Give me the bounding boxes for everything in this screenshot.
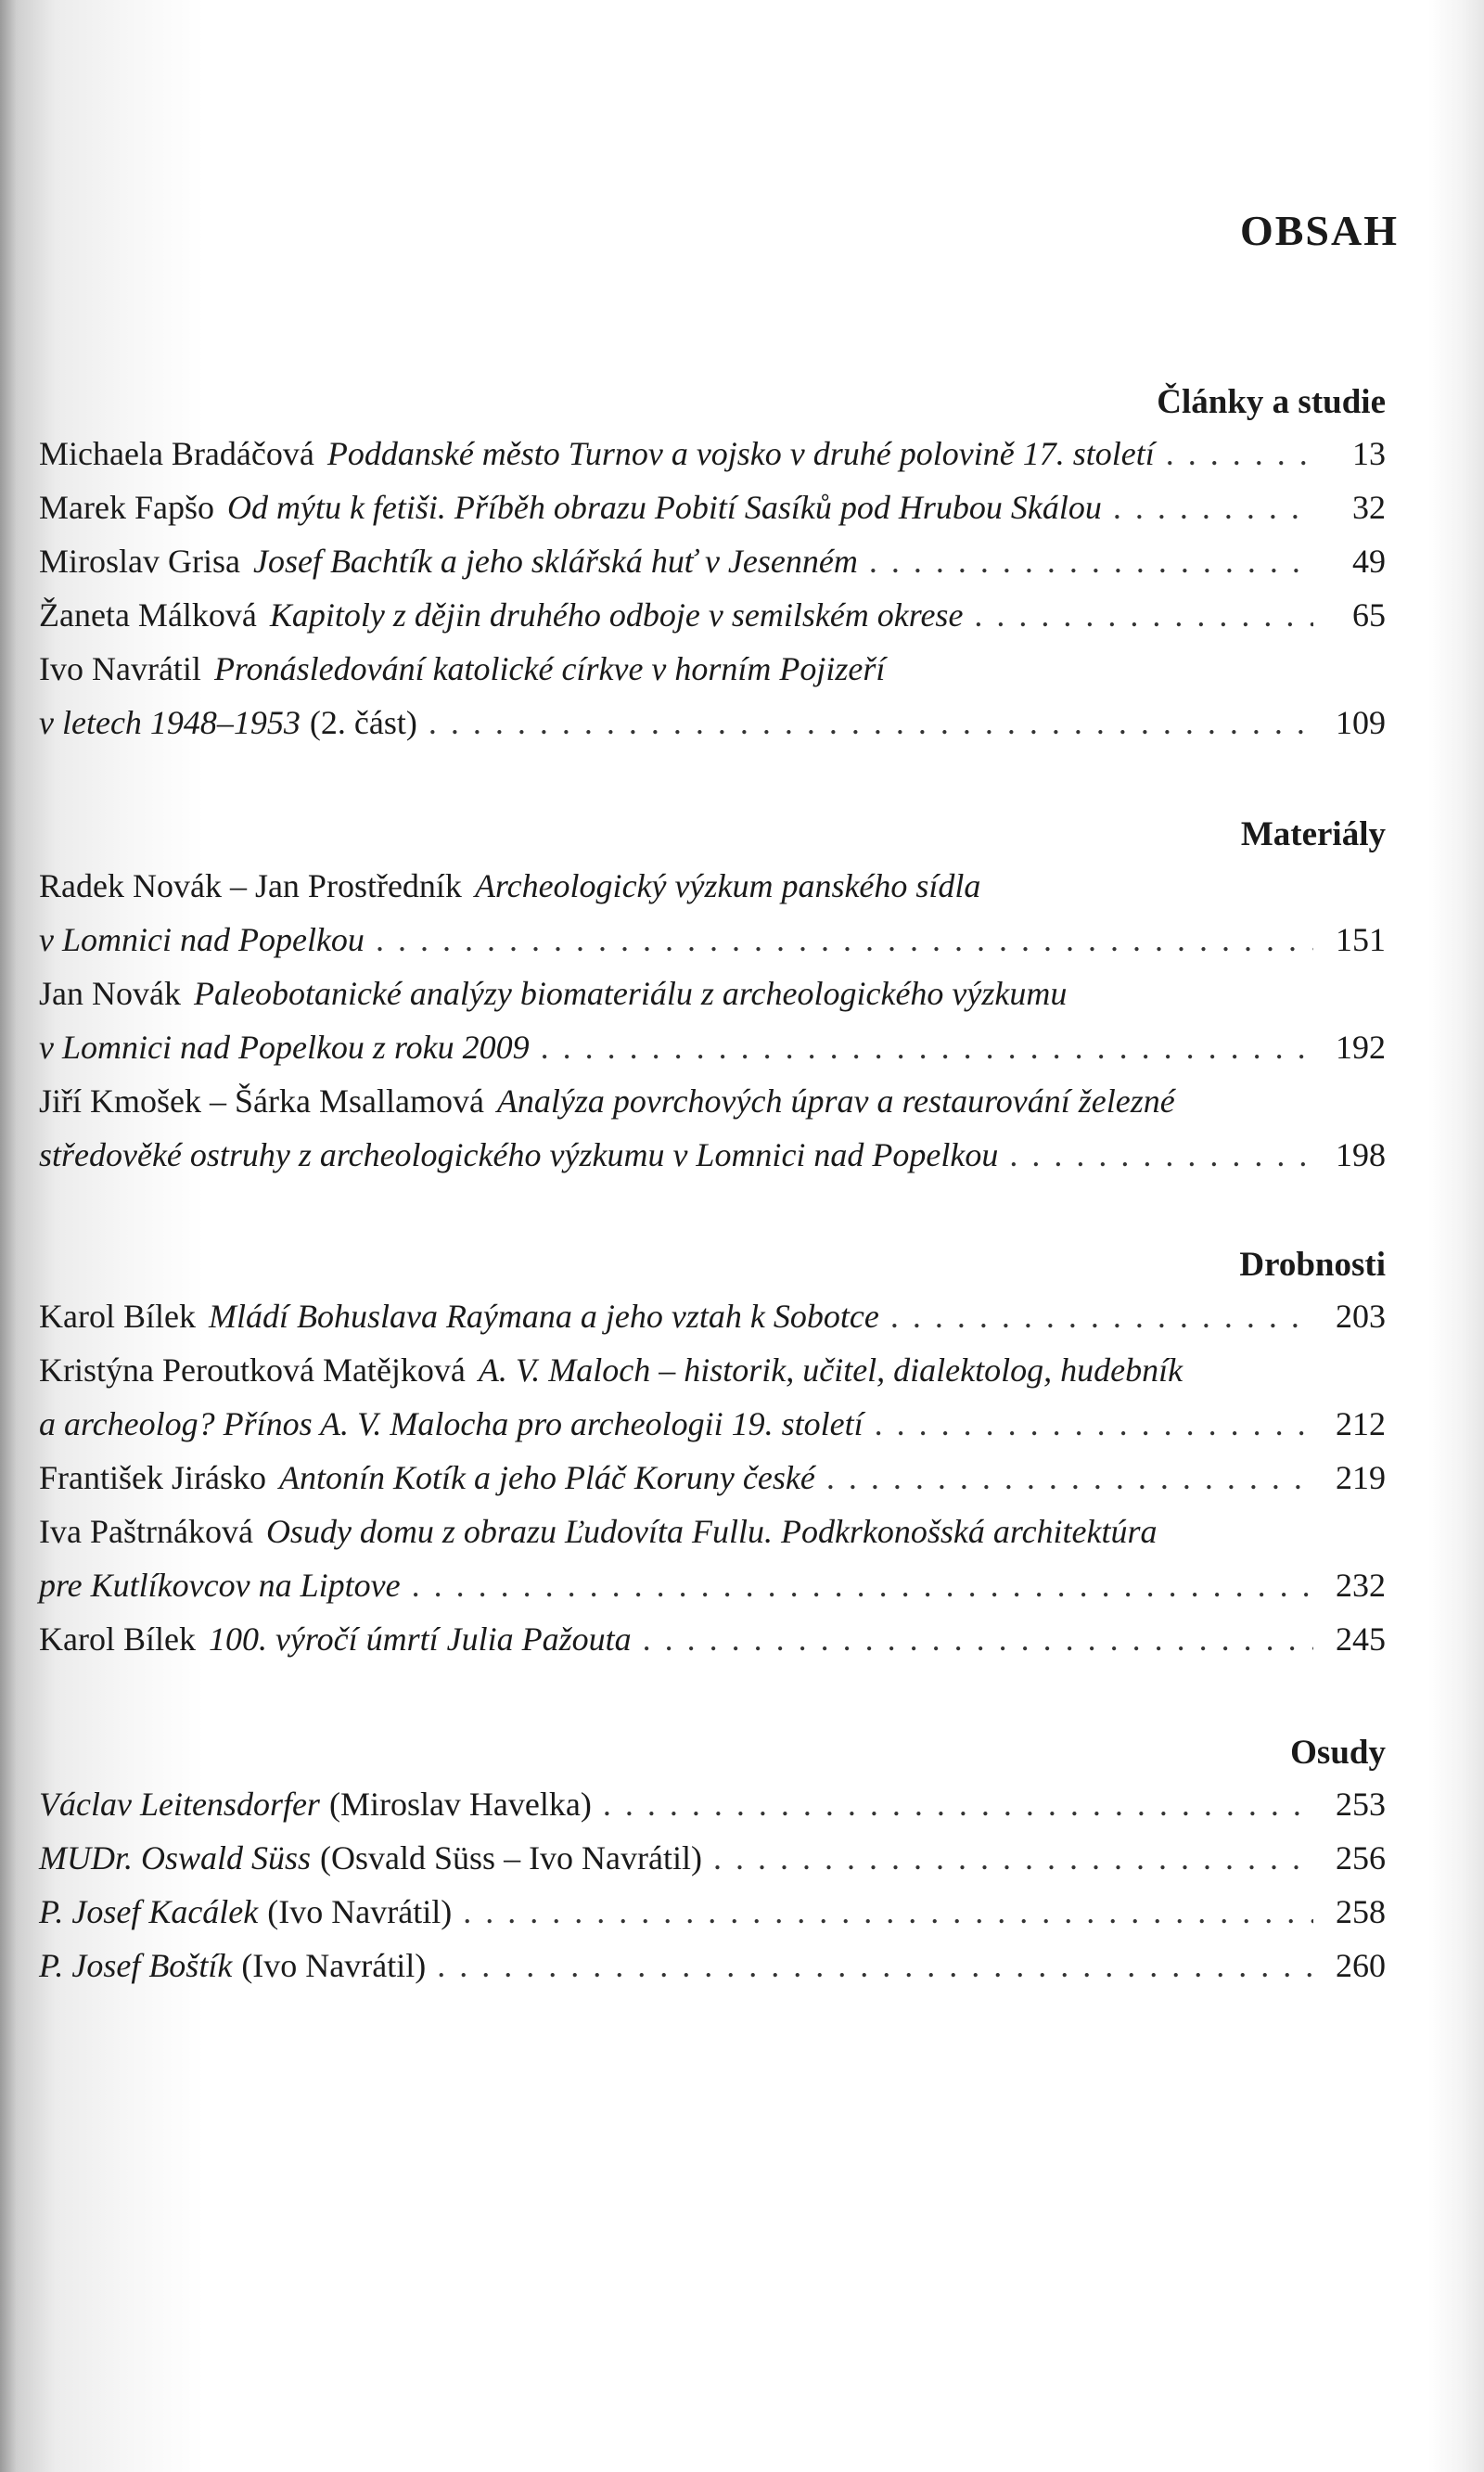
section-clanky-a-studie <box>39 378 1386 749</box>
entry-page: 258 <box>1336 1893 1386 1930</box>
toc-entry <box>39 1831 1386 1885</box>
entry-title: Paleobotanické analýzy biomateriálu z archeologického výzkumu <box>193 975 1068 1012</box>
leader-dots <box>463 1885 1313 1939</box>
section-drobnosti <box>39 1241 1386 1666</box>
entry-page: 256 <box>1336 1839 1386 1876</box>
toc-entry <box>39 588 1386 642</box>
toc-entry <box>39 1343 1386 1451</box>
toc-entry <box>39 534 1386 588</box>
entry-title: Analýza povrchových úprav a restaurování železné <box>496 1082 1175 1120</box>
section-osudy <box>39 1729 1386 1992</box>
entry-page: 232 <box>1336 1567 1386 1604</box>
entry-title-continuation: a archeolog? Přínos A. V. Malocha pro archeologii 19. století <box>39 1405 864 1442</box>
entry-suffix: (Ivo Navrátil) <box>267 1893 453 1930</box>
entry-page: 109 <box>1336 704 1386 741</box>
toc-entry <box>39 1777 1386 1831</box>
toc-entry <box>39 1289 1386 1343</box>
leader-dots <box>974 588 1313 642</box>
section-heading: Osudy <box>1290 1734 1386 1772</box>
toc-entry <box>39 859 1386 967</box>
entry-page: 32 <box>1352 489 1386 526</box>
leader-dots <box>429 696 1313 749</box>
entry-title: Václav Leitensdorfer <box>39 1786 320 1823</box>
leader-dots <box>1166 427 1313 480</box>
entry-title-continuation: v Lomnici nad Popelkou z roku 2009 <box>39 1029 530 1066</box>
entry-page: 203 <box>1336 1298 1386 1335</box>
entry-author: Žaneta Málková <box>39 596 257 634</box>
entry-author: Ivo Navrátil <box>39 650 201 687</box>
entry-suffix: (Miroslav Havelka) <box>328 1786 592 1823</box>
entry-author: Miroslav Grisa <box>39 543 240 580</box>
entry-author: Michaela Bradáčová <box>39 435 314 472</box>
entry-page: 253 <box>1336 1786 1386 1823</box>
entry-suffix: (Ivo Navrátil) <box>241 1947 427 1984</box>
leader-dots <box>869 534 1313 588</box>
entry-title-continuation: pre Kutlíkovcov na Liptove <box>39 1567 401 1604</box>
toc-entry <box>39 427 1386 480</box>
entry-title: 100. výročí úmrtí Julia Pažouta <box>208 1620 632 1658</box>
leader-dots <box>437 1939 1313 1992</box>
entry-page: 198 <box>1336 1136 1386 1173</box>
toc-entry <box>39 1451 1386 1505</box>
entry-title: P. Josef Kacálek <box>39 1893 259 1930</box>
section-heading: Drobnosti <box>1239 1246 1386 1284</box>
entry-author: Jiří Kmošek – Šárka Msallamová <box>39 1082 484 1120</box>
entry-page: 151 <box>1336 921 1386 958</box>
entry-author: Kristýna Peroutková Matějková <box>39 1351 466 1389</box>
entry-author: Iva Paštrnáková <box>39 1513 253 1550</box>
leader-dots <box>603 1777 1313 1831</box>
leader-dots <box>713 1831 1313 1885</box>
entry-title-continuation: v letech 1948–1953 <box>39 704 301 741</box>
toc-entry <box>39 1074 1386 1182</box>
leader-dots <box>412 1558 1313 1612</box>
leader-dots <box>376 913 1313 967</box>
entry-suffix: (Osvald Süss – Ivo Navrátil) <box>320 1839 702 1876</box>
entry-title: Poddanské město Turnov a vojsko v druhé polovině 17. století <box>326 435 1155 472</box>
entry-page: 13 <box>1352 435 1386 472</box>
entry-title: Od mýtu k fetiši. Příběh obrazu Pobití Sasíků pod Hrubou Skálou <box>226 489 1102 526</box>
leader-dots <box>875 1397 1313 1451</box>
entry-author: Radek Novák – Jan Prostředník <box>39 867 462 904</box>
leader-dots <box>541 1020 1313 1074</box>
entry-title: MUDr. Oswald Süss <box>39 1839 312 1876</box>
entry-author: Jan Novák <box>39 975 181 1012</box>
entry-title: Kapitoly z dějin druhého odboje v semilském okrese <box>269 596 964 634</box>
entry-author: Karol Bílek <box>39 1620 196 1658</box>
entry-title: Antonín Kotík a jeho Pláč Koruny české <box>278 1459 815 1496</box>
entry-page: 192 <box>1336 1029 1386 1066</box>
toc-entry <box>39 1939 1386 1992</box>
entry-page: 212 <box>1336 1405 1386 1442</box>
toc-entry <box>39 1505 1386 1612</box>
toc-entry <box>39 480 1386 534</box>
entry-page: 49 <box>1352 543 1386 580</box>
page-title: OBSAH <box>1239 207 1399 254</box>
entry-title: P. Josef Boštík <box>39 1947 233 1984</box>
entry-author: František Jirásko <box>39 1459 266 1496</box>
leader-dots <box>643 1612 1313 1666</box>
entry-title: Archeologický výzkum panského sídla <box>474 867 981 904</box>
entry-title: A. V. Maloch – historik, učitel, dialektolog, hudebník <box>478 1351 1183 1389</box>
entry-page: 260 <box>1336 1947 1386 1984</box>
toc-entry <box>39 1885 1386 1939</box>
entry-page: 65 <box>1352 596 1386 634</box>
leader-dots <box>890 1289 1313 1343</box>
entry-title-continuation: středověké ostruhy z archeologického výzkumu v Lomnici nad Popelkou <box>39 1136 999 1173</box>
section-heading: Materiály <box>1240 815 1386 853</box>
section-materialy <box>39 811 1386 1182</box>
entry-title-continuation: v Lomnici nad Popelkou <box>39 921 365 958</box>
leader-dots <box>1009 1128 1313 1182</box>
entry-page: 219 <box>1336 1459 1386 1496</box>
entry-title: Osudy domu z obrazu Ľudovíta Fullu. Podkrkonošská architektúra <box>265 1513 1158 1550</box>
entry-title: Mládí Bohuslava Raýmana a jeho vztah k Sobotce <box>208 1298 879 1335</box>
entry-title: Pronásledování katolické církve v horním Pojizeří <box>213 650 886 687</box>
entry-suffix: (2. část) <box>309 704 417 741</box>
toc-entry <box>39 967 1386 1074</box>
entry-title: Josef Bachtík a jeho sklářská huť v Jesenném <box>252 543 858 580</box>
leader-dots <box>1113 480 1313 534</box>
entry-author: Karol Bílek <box>39 1298 196 1335</box>
entry-page: 245 <box>1336 1620 1386 1658</box>
section-heading: Články a studie <box>1157 383 1386 421</box>
toc-entry <box>39 1612 1386 1666</box>
toc-entry <box>39 642 1386 749</box>
leader-dots <box>826 1451 1313 1505</box>
entry-author: Marek Fapšo <box>39 489 214 526</box>
